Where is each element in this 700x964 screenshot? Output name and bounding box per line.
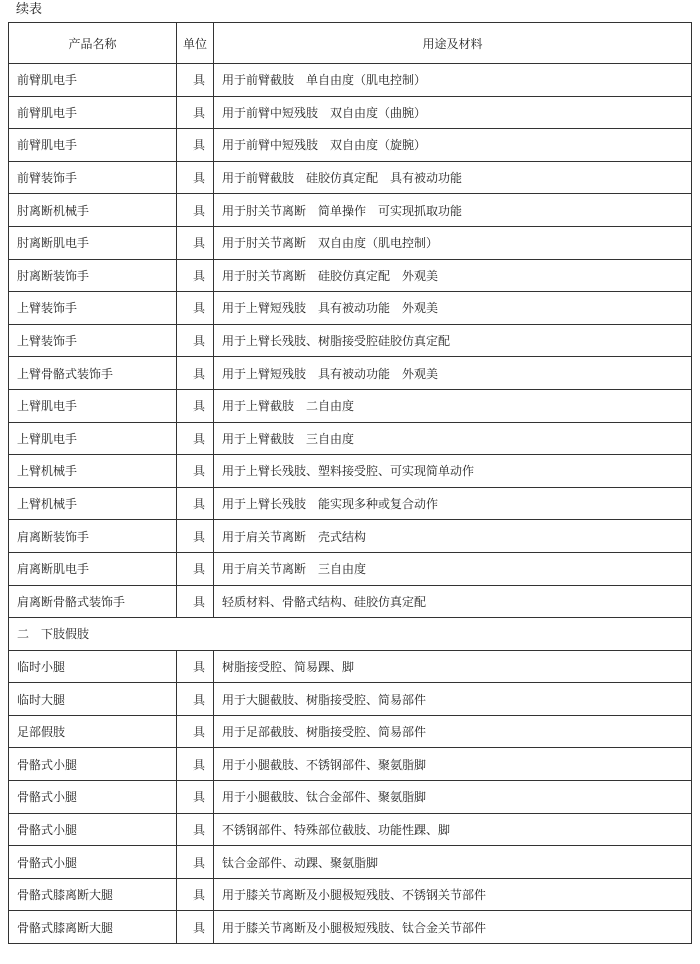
unit-cell: 具: [177, 715, 214, 748]
usage-cell: 用于小腿截肢、钛合金部件、聚氨脂脚: [214, 781, 692, 814]
usage-cell: 用于肘关节离断 硅胶仿真定配 外观美: [214, 259, 692, 292]
product-name-cell: 前臂肌电手: [9, 64, 177, 97]
usage-cell: 用于膝关节离断及小腿极短残肢、钛合金关节部件: [214, 911, 692, 944]
unit-cell: 具: [177, 324, 214, 357]
product-name-cell: 足部假肢: [9, 715, 177, 748]
table-row: [9, 911, 692, 944]
product-name-cell: 上臂肌电手: [9, 389, 177, 422]
usage-cell: 用于上臂短残肢 具有被动功能 外观美: [214, 292, 692, 325]
product-name-cell: 上臂装饰手: [9, 324, 177, 357]
usage-cell: 用于足部截肢、树脂接受腔、简易部件: [214, 715, 692, 748]
table-row: [9, 129, 692, 162]
table-row: [9, 194, 692, 227]
unit-cell: 具: [177, 650, 214, 683]
unit-cell: 具: [177, 129, 214, 162]
table-row: [9, 878, 692, 911]
usage-cell: 用于上臂截肢 三自由度: [214, 422, 692, 455]
table-row: [9, 161, 692, 194]
usage-cell: 用于上臂截肢 二自由度: [214, 389, 692, 422]
table-body: [9, 64, 692, 944]
table-row: [9, 813, 692, 846]
usage-cell: 用于前臂中短残肢 双自由度（曲腕）: [214, 96, 692, 129]
unit-cell: 具: [177, 585, 214, 618]
unit-cell: 具: [177, 552, 214, 585]
product-name-cell: 骨骼式小腿: [9, 748, 177, 781]
usage-cell: 不锈钢部件、特殊部位截肢、功能性踝、脚: [214, 813, 692, 846]
unit-cell: 具: [177, 455, 214, 488]
unit-cell: 具: [177, 911, 214, 944]
product-name-cell: 上臂肌电手: [9, 422, 177, 455]
product-table: [8, 22, 692, 944]
product-name-cell: 骨骼式小腿: [9, 813, 177, 846]
unit-cell: 具: [177, 226, 214, 259]
table-row: [9, 455, 692, 488]
product-name-cell: 临时小腿: [9, 650, 177, 683]
product-name-cell: 上臂机械手: [9, 455, 177, 488]
table-row: [9, 650, 692, 683]
table-row: [9, 389, 692, 422]
header-usage: 用途及材料: [214, 23, 692, 64]
table-row: [9, 259, 692, 292]
table-row: [9, 357, 692, 390]
usage-cell: 用于肘关节离断 双自由度（肌电控制）: [214, 226, 692, 259]
product-name-cell: 骨骼式小腿: [9, 846, 177, 879]
unit-cell: 具: [177, 64, 214, 97]
usage-cell: 轻质材料、骨骼式结构、硅胶仿真定配: [214, 585, 692, 618]
usage-cell: 用于前臂截肢 单自由度（肌电控制）: [214, 64, 692, 97]
usage-cell: 用于上臂短残肢 具有被动功能 外观美: [214, 357, 692, 390]
usage-cell: 用于肩关节离断 三自由度: [214, 552, 692, 585]
usage-cell: 用于上臂长残肢 能实现多种或复合动作: [214, 487, 692, 520]
unit-cell: 具: [177, 161, 214, 194]
unit-cell: 具: [177, 878, 214, 911]
usage-cell: 用于小腿截肢、不锈钢部件、聚氨脂脚: [214, 748, 692, 781]
product-name-cell: 骨骼式小腿: [9, 781, 177, 814]
usage-cell: 用于前臂截肢 硅胶仿真定配 具有被动功能: [214, 161, 692, 194]
unit-cell: 具: [177, 846, 214, 879]
table-row: [9, 781, 692, 814]
table-row: [9, 715, 692, 748]
unit-cell: 具: [177, 813, 214, 846]
table-row: [9, 585, 692, 618]
product-name-cell: 肘离断装饰手: [9, 259, 177, 292]
product-name-cell: 肘离断肌电手: [9, 226, 177, 259]
unit-cell: 具: [177, 292, 214, 325]
table-row: [9, 846, 692, 879]
usage-cell: 用于大腿截肢、树脂接受腔、简易部件: [214, 683, 692, 716]
table-row: [9, 292, 692, 325]
unit-cell: 具: [177, 520, 214, 553]
table-row: [9, 324, 692, 357]
product-name-cell: 前臂肌电手: [9, 129, 177, 162]
product-name-cell: 肩离断肌电手: [9, 552, 177, 585]
usage-cell: 用于上臂长残肢、塑料接受腔、可实现简单动作: [214, 455, 692, 488]
usage-cell: 树脂接受腔、简易踝、脚: [214, 650, 692, 683]
product-name-cell: 临时大腿: [9, 683, 177, 716]
unit-cell: 具: [177, 389, 214, 422]
usage-cell: 用于上臂长残肢、树脂接受腔硅胶仿真定配: [214, 324, 692, 357]
product-name-cell: 骨骼式膝离断大腿: [9, 878, 177, 911]
product-name-cell: 上臂骨骼式装饰手: [9, 357, 177, 390]
table-header-row: [9, 23, 692, 64]
table-row: [9, 748, 692, 781]
table-row: [9, 552, 692, 585]
product-name-cell: 骨骼式膝离断大腿: [9, 911, 177, 944]
table-row: [9, 422, 692, 455]
product-name-cell: 前臂装饰手: [9, 161, 177, 194]
unit-cell: 具: [177, 748, 214, 781]
table-row: [9, 96, 692, 129]
usage-cell: 用于前臂中短残肢 双自由度（旋腕）: [214, 129, 692, 162]
product-name-cell: 上臂机械手: [9, 487, 177, 520]
table-row: [9, 683, 692, 716]
usage-cell: 用于肘关节离断 简单操作 可实现抓取功能: [214, 194, 692, 227]
unit-cell: 具: [177, 487, 214, 520]
section-row: [9, 618, 692, 651]
usage-cell: 钛合金部件、动踝、聚氨脂脚: [214, 846, 692, 879]
product-name-cell: 肩离断装饰手: [9, 520, 177, 553]
usage-cell: 用于膝关节离断及小腿极短残肢、不锈钢关节部件: [214, 878, 692, 911]
header-unit: 单位: [177, 23, 214, 64]
unit-cell: 具: [177, 259, 214, 292]
product-name-cell: 前臂肌电手: [9, 96, 177, 129]
table-row: [9, 226, 692, 259]
unit-cell: 具: [177, 422, 214, 455]
usage-cell: 用于肩关节离断 壳式结构: [214, 520, 692, 553]
product-name-cell: 肘离断机械手: [9, 194, 177, 227]
table-row: [9, 520, 692, 553]
unit-cell: 具: [177, 96, 214, 129]
header-product-name: 产品名称: [9, 23, 177, 64]
table-caption: 续表: [16, 2, 43, 17]
unit-cell: 具: [177, 683, 214, 716]
product-name-cell: 上臂装饰手: [9, 292, 177, 325]
unit-cell: 具: [177, 194, 214, 227]
section-title: 二 下肢假肢: [9, 618, 692, 651]
table-row: [9, 64, 692, 97]
unit-cell: 具: [177, 357, 214, 390]
table-row: [9, 487, 692, 520]
product-name-cell: 肩离断骨骼式装饰手: [9, 585, 177, 618]
unit-cell: 具: [177, 781, 214, 814]
